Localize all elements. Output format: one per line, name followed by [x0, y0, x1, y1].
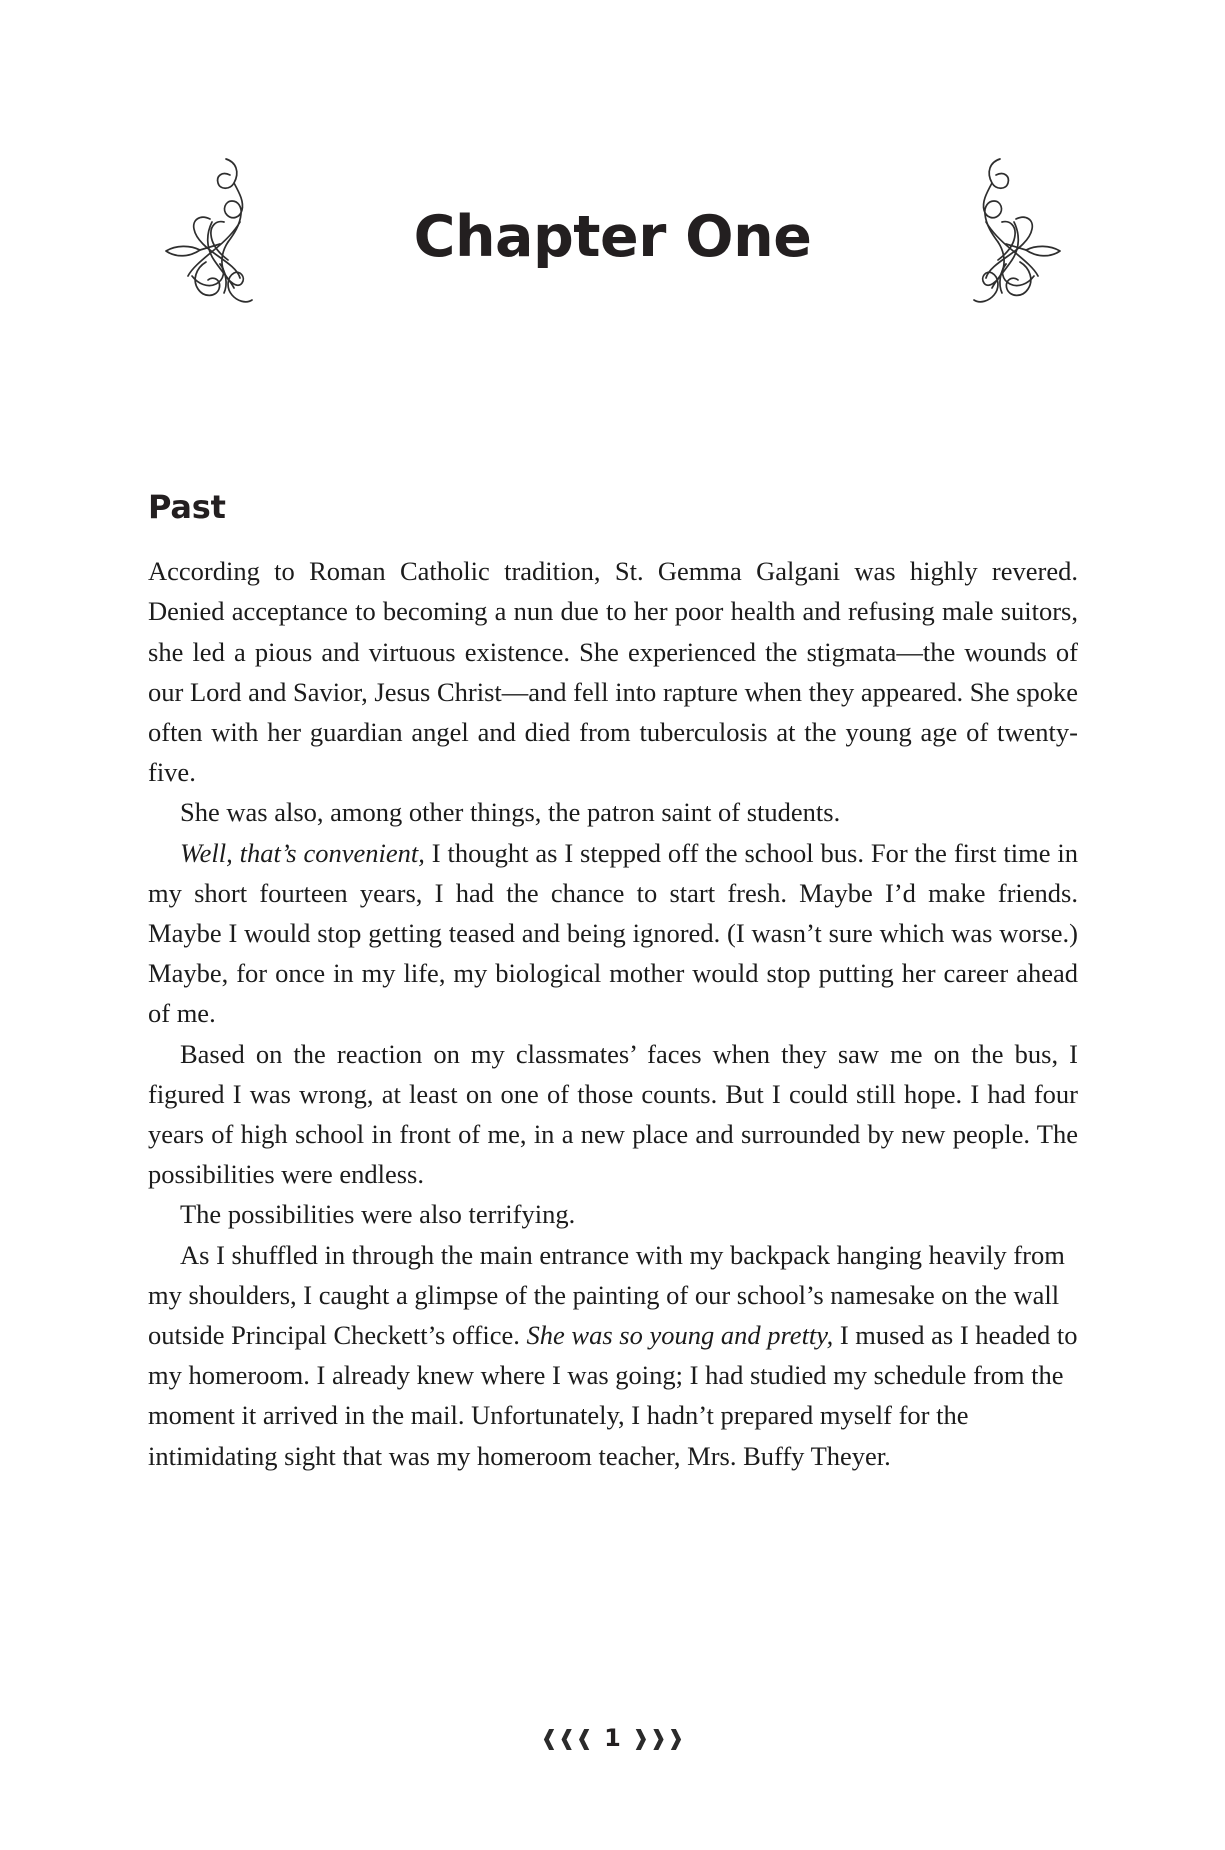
page-title: Chapter One [413, 204, 812, 270]
text-run: I thought as I stepped off the school bus. For the first time in my short fourteen years, I had the chance to start fresh. Maybe I’d make friends. Maybe I would stop getting teased and being ignored. (I wasn’t sure which was worse.) Maybe, for once in my life, my biological mother would stop putting her career ahead of me. [148, 837, 1079, 1029]
chapter-body [148, 490, 1078, 1476]
chapter-header [0, 150, 1225, 325]
italic-text-run: She was so young and pretty, [526, 1320, 834, 1351]
paragraph [148, 551, 1078, 792]
paragraph [148, 1034, 1078, 1195]
paragraph [148, 792, 1078, 832]
text-run: Based on the reaction on my classmates’ faces when they saw me on the bus, I figured I was wrong, at least on one of those counts. But I could still hope. I had four years of high school in front of me, in a new place and surrounded by new people. The possibilities were endless. [148, 1038, 1078, 1190]
paragraph [148, 1235, 1078, 1476]
footer-left-arrow-ornament-icon: ❰❰❰ [540, 1725, 594, 1750]
text-run: She was also, among other things, the patron saint of students. [180, 797, 841, 828]
text-run: I mused as I headed to my homeroom. I already knew where I was going; I had studied my schedule from the moment it arrived in the mail. Unfortunately, I hadn’t prepared myself for the intimidating sight that was my homeroom teacher, Mrs. Buffy Theyer. [148, 1320, 1078, 1471]
paragraph-container [148, 551, 1078, 1476]
page-footer [0, 1726, 1225, 1750]
text-run: The possibilities were also terrifying. [180, 1199, 576, 1230]
paragraph [148, 833, 1078, 1034]
flourish-ornament-left [148, 150, 268, 325]
italic-text-run: Well, that’s convenient, [180, 837, 425, 868]
paragraph [148, 1194, 1078, 1234]
text-run: As I shuffled in through the main entrance with my backpack hanging heavily from my shoulders, I caught a glimpse of the painting of our school’s namesake on the wall outside Principal Checkett’s office. [148, 1239, 1065, 1351]
footer-right-arrow-ornament-icon: ❱❱❱ [631, 1725, 685, 1750]
flourish-ornament-right [958, 150, 1078, 325]
page-number: 1 [604, 1724, 621, 1752]
text-run: According to Roman Catholic tradition, St. Gemma Galgani was highly revered. Denied acceptance to becoming a nun due to her poor health and refusing male suitors, she led a pious and virtuous existence. She experienced the stigmata—the wounds of our Lord and Savior, Jesus Christ—and fell into rapture when they appeared. She spoke often with her guardian angel and died from tuberculosis at the young age of twenty-five. [148, 556, 1078, 788]
section-heading-past: Past [148, 488, 226, 526]
